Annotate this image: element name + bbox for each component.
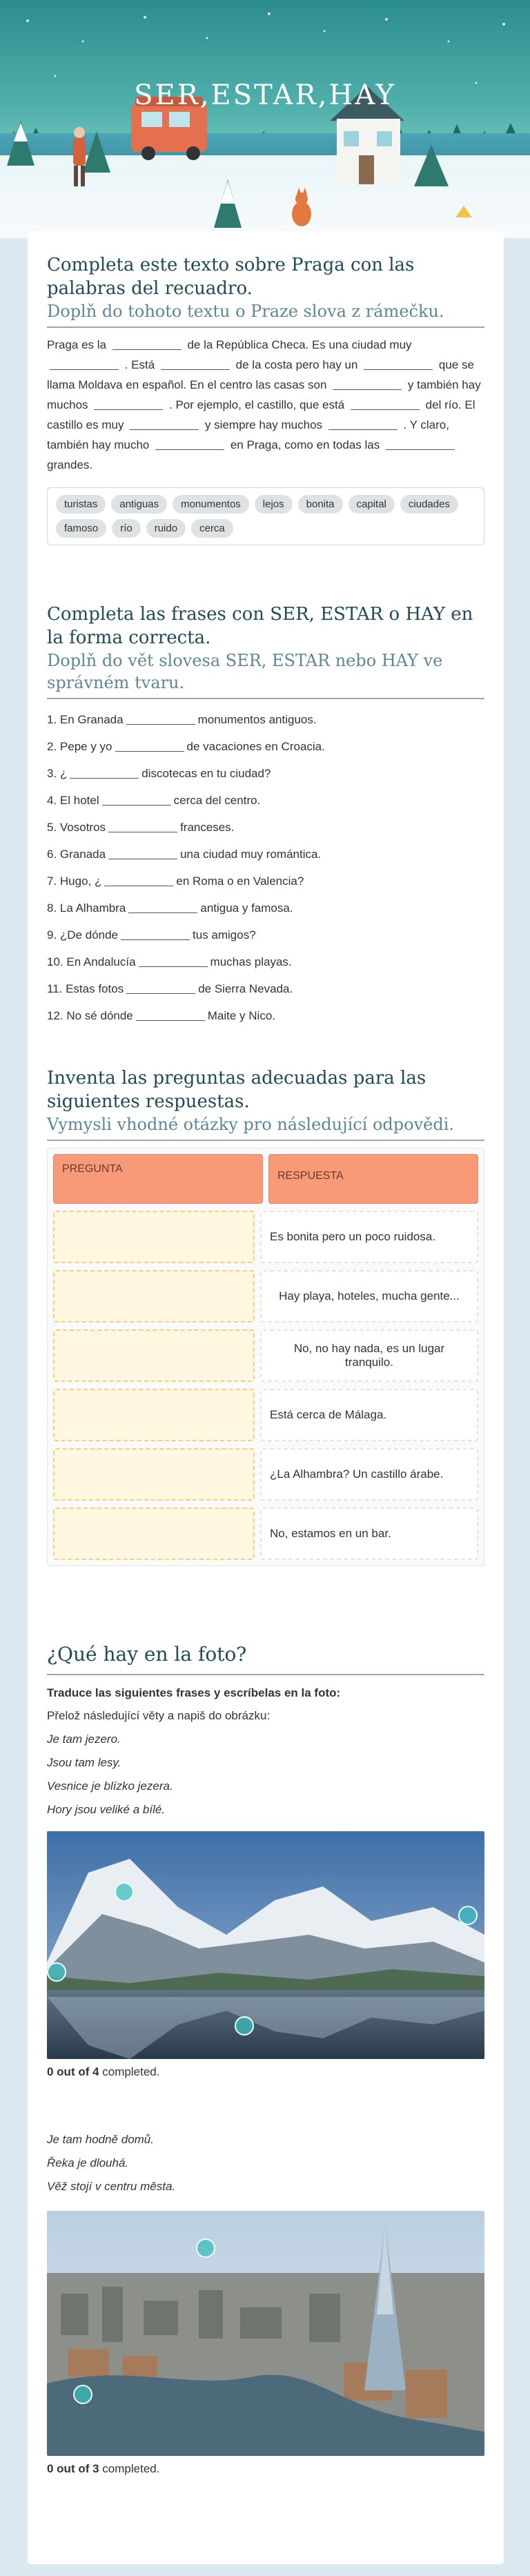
list-item: 3. ¿ discotecas en tu ciudad? [47, 767, 271, 780]
word-chip[interactable]: lejos [255, 495, 293, 514]
divider [47, 326, 484, 328]
list-item: 9. ¿De dónde tus amigos? [47, 928, 256, 941]
word-chip[interactable]: bonita [298, 495, 343, 514]
answer-cell: ¿La Alhambra? Un castillo árabe. [260, 1448, 478, 1501]
section-subtitle: Doplň do vět slovesa SER, ESTAR nebo HAY ve správném tvaru. [47, 651, 443, 692]
table-row [53, 1211, 478, 1263]
list-item: 11. Estas fotos de Sierra Nevada. [47, 982, 293, 995]
blank-input-6[interactable] [94, 398, 163, 410]
tent-icon [455, 206, 472, 217]
section-title: Inventa las preguntas adecuadas para las siguientes respuestas. [47, 1068, 426, 1112]
column-header-respuesta: RESPUESTA [268, 1154, 478, 1204]
word-chip[interactable]: turistas [56, 495, 106, 514]
list-item: 2. Pepe y yo de vacaciones en Croacia. [47, 740, 325, 753]
list-item: 10. En Andalucía muchas playas. [47, 955, 292, 968]
answer-input[interactable] [115, 739, 184, 752]
text-segment: . Está [124, 358, 155, 371]
blank-input-4[interactable] [364, 358, 433, 370]
instruction-es: Traduce las siguientes frases y escríbelas en la foto: [47, 1686, 341, 1699]
progress-text: 0 out of 3 completed. [47, 2462, 160, 2475]
table-row [53, 1448, 478, 1501]
text-segment: . Y claro, también hay mucho [47, 418, 449, 451]
question-input[interactable] [53, 1329, 255, 1382]
mountain-lake-image [47, 1831, 484, 2059]
question-input[interactable] [53, 1507, 255, 1560]
worksheet-card [28, 231, 504, 2564]
table-row [53, 1507, 478, 1560]
page-title: SER,ESTAR,HAY [134, 79, 396, 111]
question-input[interactable] [53, 1211, 255, 1263]
blank-input-5[interactable] [333, 378, 402, 390]
text-segment: del río. El castillo es muy [47, 398, 475, 431]
word-chip[interactable]: cerca [191, 519, 233, 538]
answer-input[interactable] [104, 874, 173, 886]
sentence: Hory jsou veliké a bílé. [47, 1803, 166, 1816]
question-input[interactable] [53, 1270, 255, 1323]
instruction-cz: Přelož následující věty a napiš do obrázku: [47, 1709, 271, 1722]
answer-input[interactable] [70, 766, 139, 779]
blank-input-10[interactable] [155, 438, 224, 450]
matching-table [47, 1148, 484, 1566]
answer-input[interactable] [139, 955, 208, 967]
sentence-list [47, 706, 484, 1029]
fox-icon [292, 188, 311, 226]
hotspot-marker[interactable] [196, 2238, 215, 2258]
answer-cell: Está cerca de Málaga. [260, 1389, 478, 1441]
section-ser-estar-hay [47, 603, 484, 1029]
blank-input-8[interactable] [130, 418, 199, 430]
person-icon [73, 127, 86, 186]
list-item: 1. En Granada monumentos antiguos. [47, 713, 317, 726]
answer-cell: No, no hay nada, es un lugar tranquilo. [260, 1329, 478, 1382]
blank-input-11[interactable] [386, 438, 455, 450]
answer-cell: Hay playa, hoteles, mucha gente... [260, 1270, 478, 1323]
text-segment: y también hay muchos [47, 378, 481, 411]
answer-input[interactable] [102, 793, 171, 806]
header-row [53, 1154, 478, 1204]
hotspot-marker[interactable] [47, 1962, 66, 1982]
section-preguntas [47, 1066, 484, 1566]
answer-input[interactable] [136, 1008, 205, 1021]
hotspot-marker[interactable] [458, 1906, 478, 1925]
section-que-hay [47, 1641, 484, 2479]
list-item: 8. La Alhambra antigua y famosa. [47, 901, 293, 915]
list-item: 12. No sé dónde Maite y Nico. [47, 1009, 276, 1022]
word-chip[interactable]: antiguas [111, 495, 167, 514]
word-chip[interactable]: río [112, 519, 141, 538]
answer-cell: Es bonita pero un poco ruidosa. [260, 1211, 478, 1263]
answer-input[interactable] [121, 928, 190, 940]
sentence: Je tam hodně domů. [47, 2133, 154, 2146]
sentence: Věž stojí v centru města. [47, 2180, 176, 2193]
section-title: Completa las frases con SER, ESTAR o HAY en la forma correcta. [47, 604, 473, 648]
answer-cell: No, estamos en un bar. [260, 1507, 478, 1560]
list-item: 5. Vosotros franceses. [47, 821, 235, 834]
sentence: Je tam jezero. [47, 1733, 121, 1746]
table-row [53, 1270, 478, 1323]
fill-text [47, 335, 484, 475]
divider [47, 1140, 484, 1141]
list-item: 6. Granada una ciudad muy romántica. [47, 848, 322, 861]
section-subtitle: Doplň do tohoto textu o Praze slova z rámečku. [47, 302, 444, 321]
word-chip[interactable]: capital [349, 495, 395, 514]
blank-input-2[interactable] [50, 358, 119, 370]
text-segment: . Por ejemplo, el castillo, que está [169, 398, 345, 411]
mountain-lake-photo [47, 1831, 484, 2059]
text-segment: de la costa pero hay un [235, 358, 358, 371]
text-segment: en Praga, como en todas las [230, 438, 380, 451]
section-title: Completa este texto sobre Praga con las palabras del recuadro. [47, 255, 415, 299]
word-chip[interactable]: monumentos [173, 495, 249, 514]
answer-input[interactable] [126, 982, 195, 994]
word-chip[interactable]: famoso [56, 519, 106, 538]
question-input[interactable] [53, 1389, 255, 1441]
list-item: 4. El hotel cerca del centro. [47, 794, 261, 807]
divider [47, 698, 484, 699]
text-segment: Praga es la [47, 338, 106, 351]
scene-objects [0, 0, 530, 238]
sentence: Vesnice je blízko jezera. [47, 1779, 173, 1793]
blank-input-7[interactable] [351, 398, 420, 410]
city-river-photo [47, 2211, 484, 2456]
table-row [53, 1389, 478, 1441]
answer-input[interactable] [108, 847, 177, 859]
divider [47, 1674, 484, 1675]
section-praga [47, 253, 484, 545]
hotspot-marker[interactable] [73, 2385, 92, 2404]
answer-input[interactable] [126, 712, 195, 725]
blank-input-9[interactable] [328, 418, 398, 430]
sentence: Jsou tam lesy. [47, 1756, 121, 1769]
hotspot-marker[interactable] [235, 2016, 254, 2036]
column-header-pregunta: PREGUNTA [53, 1154, 263, 1204]
list-item: 7. Hugo, ¿ en Roma o en Valencia? [47, 875, 304, 888]
section-subtitle: Vymysli vhodné otázky pro následující odpovědi. [47, 1115, 455, 1134]
answer-input[interactable] [108, 820, 177, 832]
blank-input-1[interactable] [112, 338, 181, 350]
text-segment: grandes. [47, 458, 93, 471]
sentence: Řeka je dlouhá. [47, 2156, 129, 2169]
city-river-image [47, 2211, 484, 2456]
hotspot-marker[interactable] [115, 1882, 134, 1902]
question-input[interactable] [53, 1448, 255, 1501]
text-segment: de la República Checa. Es una ciudad muy [187, 338, 412, 351]
answer-input[interactable] [128, 901, 197, 913]
word-bank [47, 487, 484, 545]
section-title: ¿Qué hay en la foto? [47, 1643, 247, 1666]
blank-input-3[interactable] [161, 358, 230, 370]
table-row [53, 1329, 478, 1382]
text-segment: y siempre hay muchos [204, 418, 323, 431]
word-chip[interactable]: ruido [146, 519, 186, 538]
text-segment: que se llama Moldava en español. En el centro las casas son [47, 358, 474, 391]
header-banner [0, 0, 530, 238]
progress-text: 0 out of 4 completed. [47, 2065, 160, 2078]
word-chip[interactable]: ciudades [400, 495, 458, 514]
